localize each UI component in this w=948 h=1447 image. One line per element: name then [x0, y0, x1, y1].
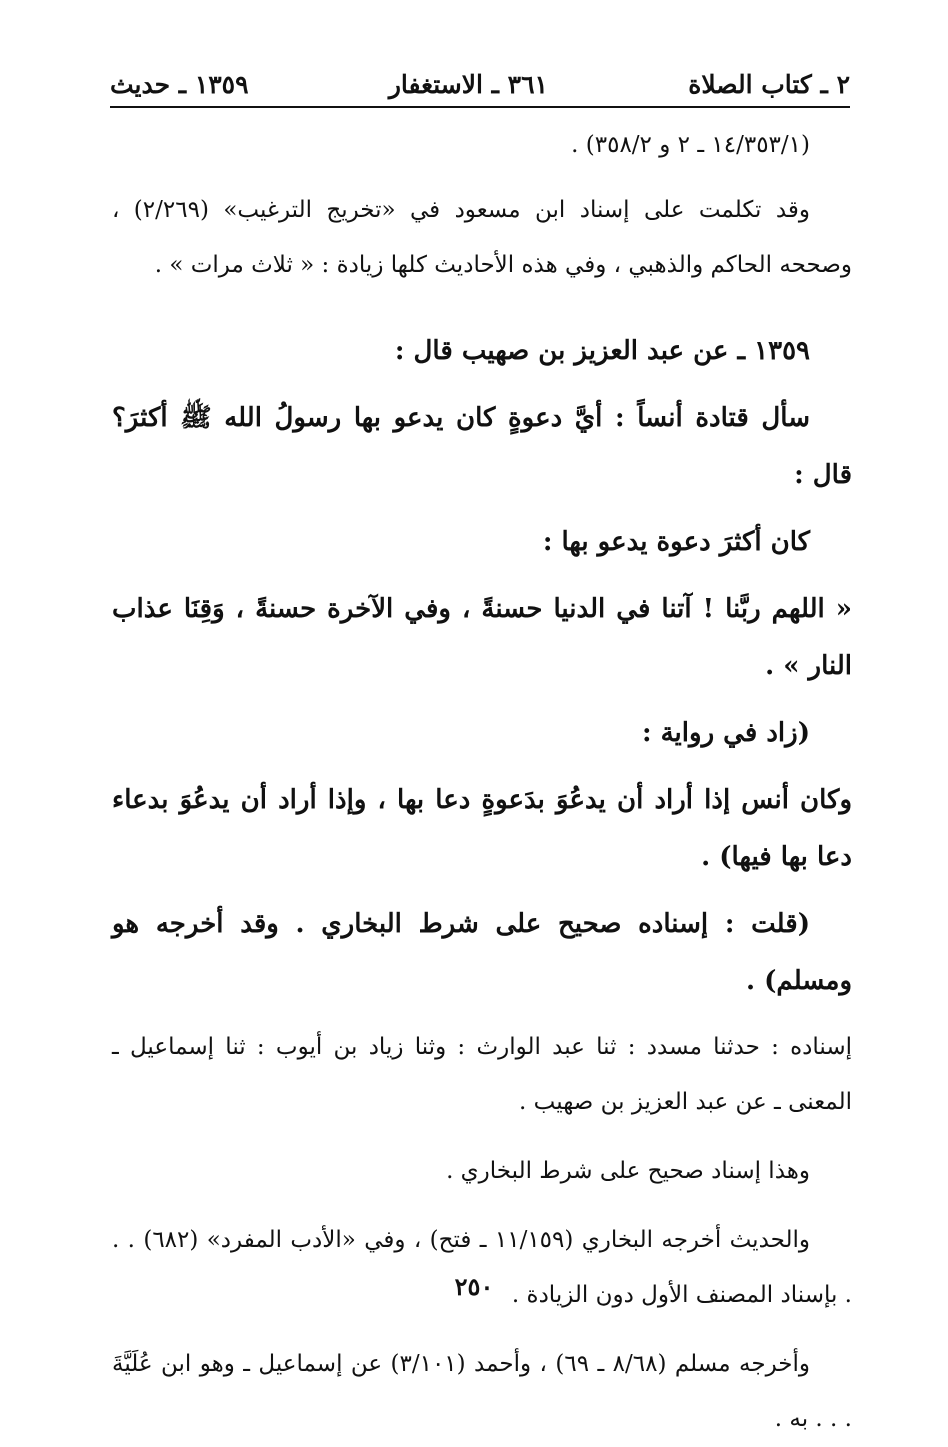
header-book-title: ٢ ـ كتاب الصلاة	[688, 69, 850, 99]
header-chapter-title: ٣٦١ ـ الاستغفار	[388, 69, 548, 99]
narration-addition-label: (زاد في رواية :	[641, 718, 810, 748]
takhrij-paragraph: وأخرجه مسلم (٨/٦٨ ـ ٦٩) ، وأحمد (٣/١٠١) عن إسماعيل ـ وهو ابن عُلَيَّةَ . . . به .	[112, 1351, 852, 1432]
grading-statement: (قلت : إسناده صحيح على شرط البخاري . وقد أخرجه هو ومسلم) .	[112, 909, 852, 996]
reference-line: (١٤/٣٥٣/١ ـ ٢ و ٣٥٨/٢) .	[571, 132, 810, 158]
takhrij-paragraph: والحديث أخرجه البخاري (١١/١٥٩ ـ فتح) ، وفي «الأدب المفرد» (٦٨٢) . . . بإسناد المصنف الأول دون الزيادة .	[112, 1227, 852, 1308]
hadith-text: كان أكثرَ دعوة يدعو بها :	[542, 527, 810, 557]
running-header	[110, 62, 850, 108]
page-number: ٢٥٠	[454, 1272, 494, 1301]
hadith-supplication: « اللهم ربَّنا ! آتنا في الدنيا حسنةً ، وفي الآخرة حسنةً ، وَقِنَا عذاب النار » .	[112, 594, 852, 681]
page-body	[112, 118, 852, 1447]
commentary-paragraph: وقد تكلمت على إسناد ابن مسعود في «تخريج الترغيب» (٢/٢٦٩) ، وصححه الحاكم والذهبي ، وفي هذه الأحاديث كلها زيادة : « ثلاث مرات » .	[112, 197, 852, 278]
header-hadith-number: ١٣٥٩ ـ حديث	[110, 69, 249, 99]
isnad-paragraph: إسناده : حدثنا مسدد : ثنا عبد الوارث : وثنا زياد بن أيوب : ثنا إسماعيل ـ المعنى ـ عن عبد العزيز بن صهيب .	[112, 1034, 852, 1115]
hadith-heading: ١٣٥٩ ـ عن عبد العزيز بن صهيب قال :	[394, 336, 810, 366]
hadith-text: سأل قتادة أنساً : أيَّ دعوةٍ كان يدعو بها رسولُ الله ﷺ أكثرَ؟ قال :	[112, 403, 852, 490]
narration-addition-text: وكان أنس إذا أراد أن يدعُوَ بدَعوةٍ دعا بها ، وإذا أراد أن يدعُوَ بدعاء دعا بها فيها) .	[112, 785, 852, 872]
isnad-assessment: وهذا إسناد صحيح على شرط البخاري .	[446, 1158, 810, 1184]
